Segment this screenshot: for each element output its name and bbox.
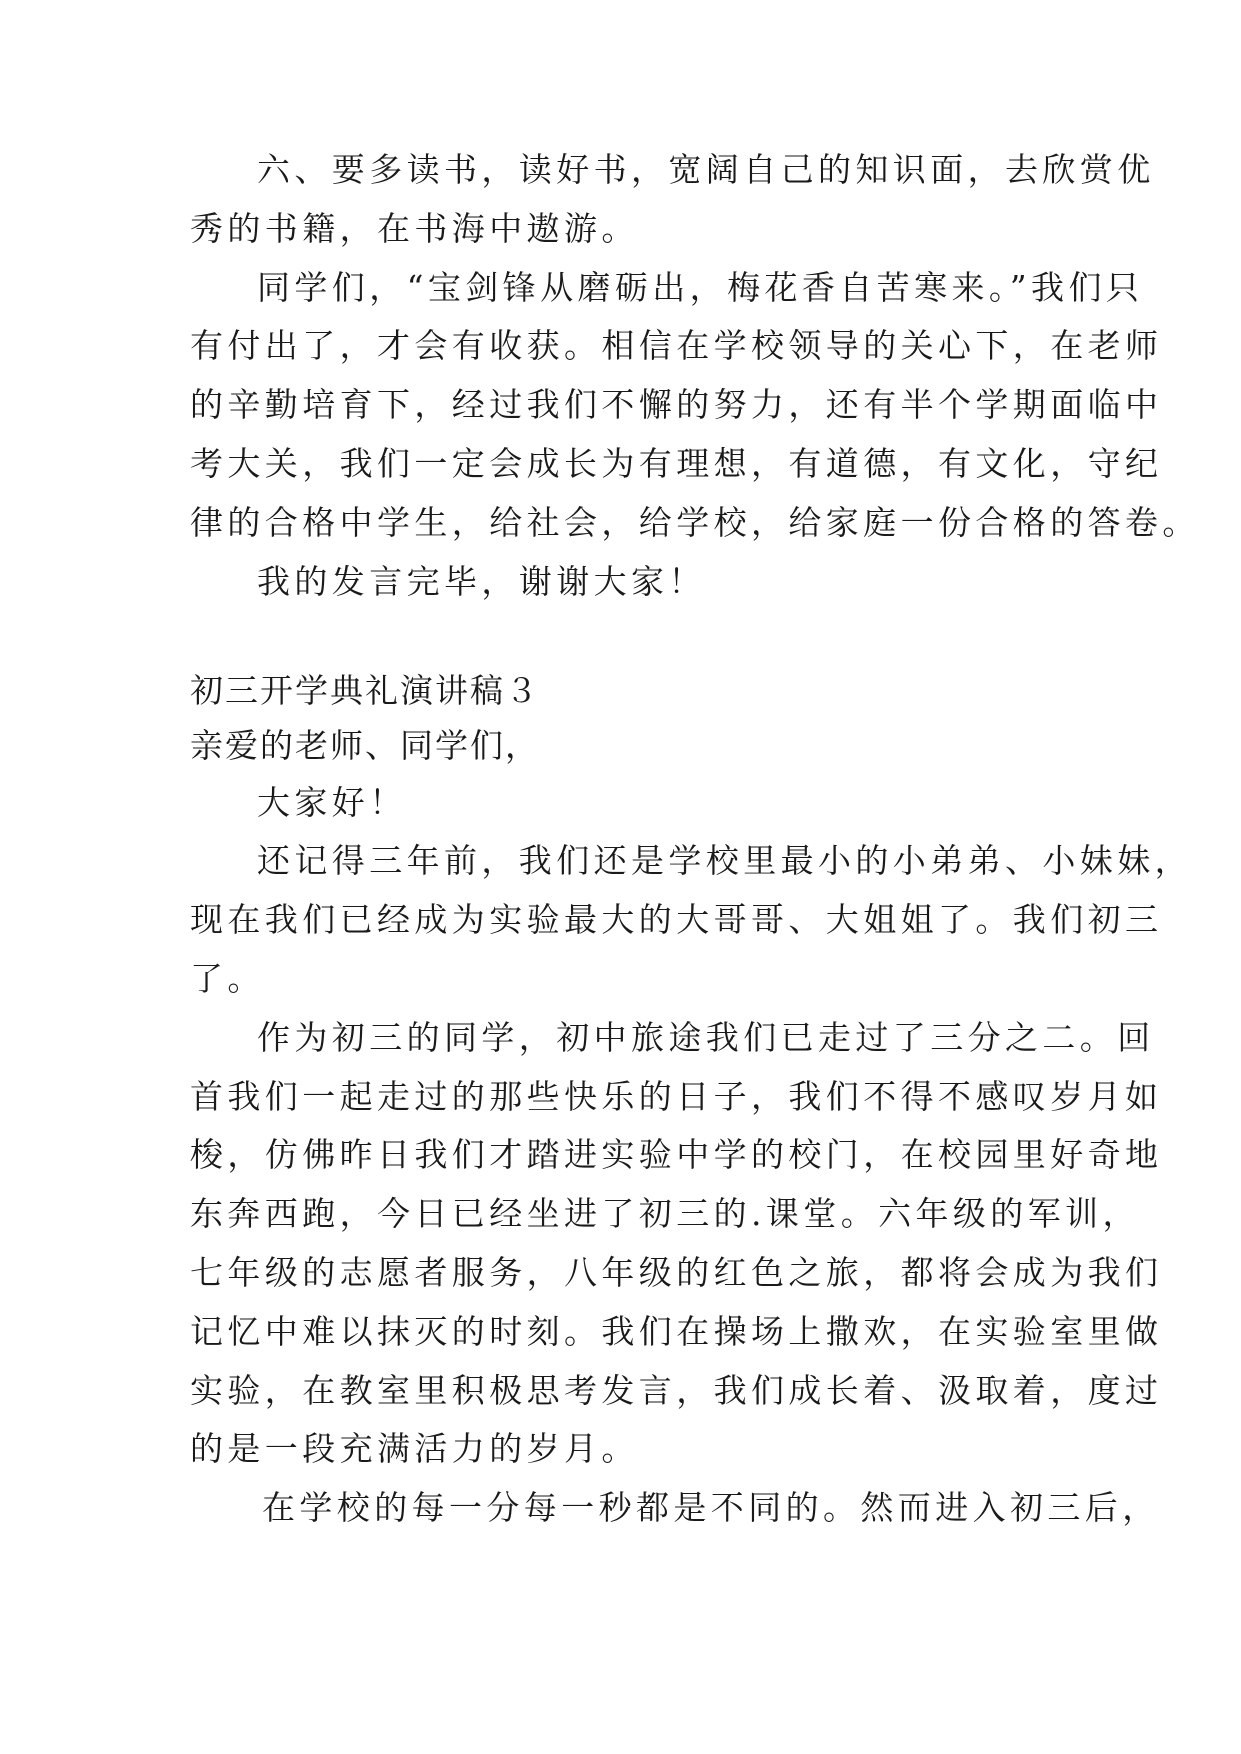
paragraph-line: 有付出了，才会有收获。相信在学校领导的关心下，在老师 [190, 326, 1163, 365]
paragraph-line: 实验，在教室里积极思考发言，我们成长着、汲取着，度过 [190, 1371, 1163, 1410]
paragraph-line: 在学校的每一分每一秒都是不同的。然而进入初三后， [262, 1488, 1160, 1527]
closing-line: 我的发言完毕，谢谢大家！ [257, 562, 706, 601]
greeting: 大家好！ [257, 783, 407, 822]
paragraph-line: 梭，仿佛昨日我们才踏进实验中学的校门，在校园里好奇地 [190, 1135, 1163, 1174]
paragraph-line: 律的合格中学生，给社会，给学校，给家庭一份合格的答卷。 [190, 503, 1200, 542]
paragraph-line: 秀的书籍，在书海中遨游。 [190, 209, 639, 248]
section-title: 初三开学典礼演讲稿３ [190, 671, 540, 710]
paragraph-line: 东奔西跑，今日已经坐进了初三的.课堂。六年级的军训， [190, 1194, 1140, 1233]
paragraph-line: 的是一段充满活力的岁月。 [190, 1429, 639, 1468]
paragraph-line: 同学们，“宝剑锋从磨砺出，梅花香自苦寒来。”我们只 [257, 268, 1144, 307]
paragraph-line: 作为初三的同学，初中旅途我们已走过了三分之二。回 [257, 1018, 1155, 1057]
paragraph-line: 还记得三年前，我们还是学校里最小的小弟弟、小妹妹， [257, 841, 1192, 880]
paragraph-line: 的辛勤培育下，经过我们不懈的努力，还有半个学期面临中 [190, 385, 1163, 424]
paragraph-line: 现在我们已经成为实验最大的大哥哥、大姐姐了。我们初三 [190, 900, 1163, 939]
paragraph-line: 六、要多读书，读好书，宽阔自己的知识面，去欣赏优 [257, 150, 1155, 189]
paragraph-line: 首我们一起走过的那些快乐的日子，我们不得不感叹岁月如 [190, 1077, 1163, 1116]
paragraph-line: 七年级的志愿者服务，八年级的红色之旅，都将会成为我们 [190, 1253, 1163, 1292]
paragraph-line: 记忆中难以抹灭的时刻。我们在操场上撒欢，在实验室里做 [190, 1312, 1163, 1351]
paragraph-line: 了。 [190, 959, 265, 998]
paragraph-line: 考大关，我们一定会成长为有理想，有道德，有文化，守纪 [190, 444, 1163, 483]
salutation: 亲爱的老师、同学们， [190, 726, 540, 765]
